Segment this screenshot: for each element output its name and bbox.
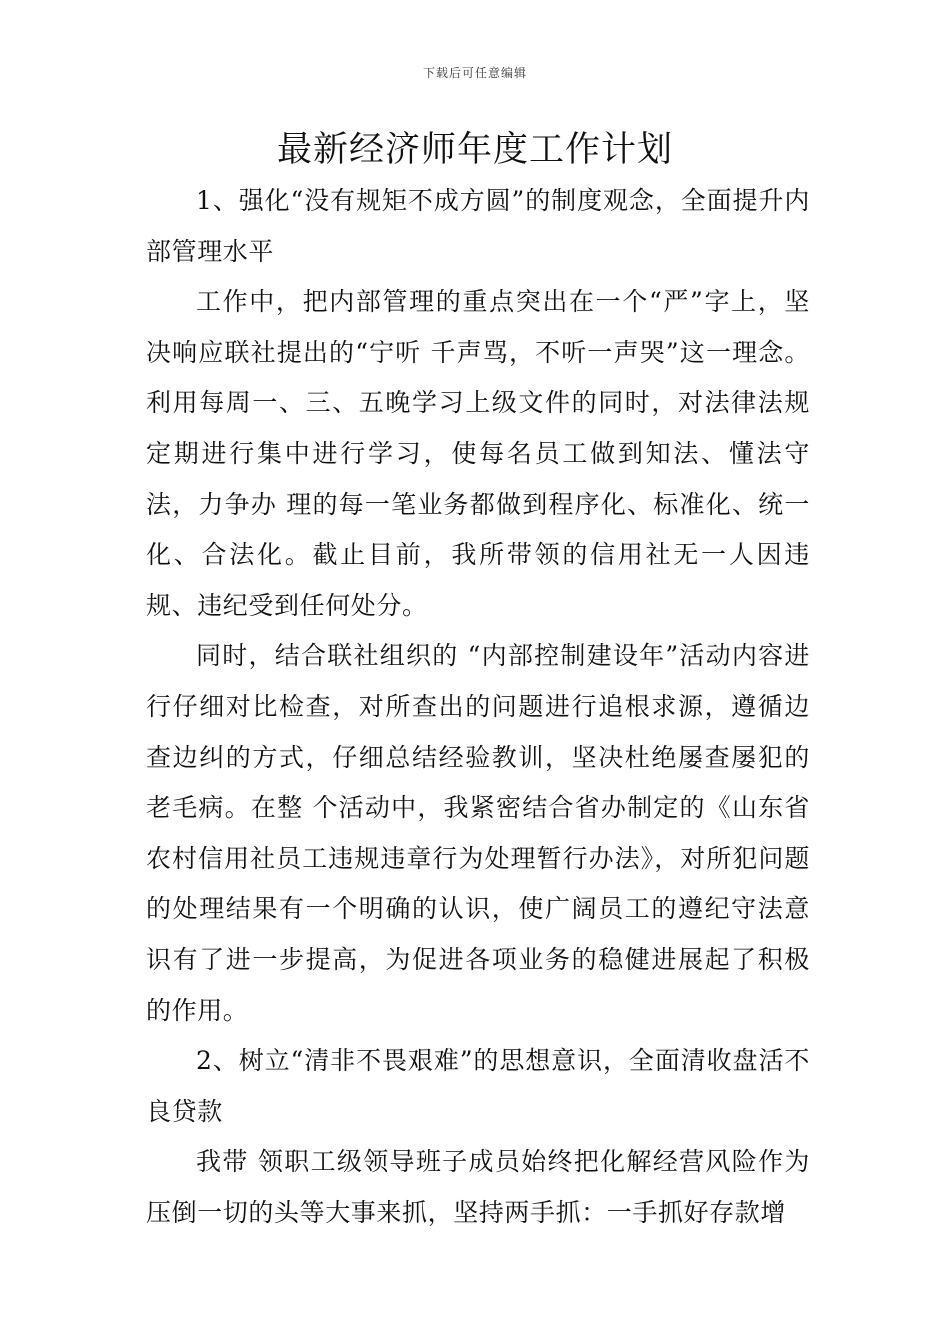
paragraph-heading-2: 2、树立“清非不畏艰难”的思想意识，全面清收盘活不良贷款 <box>146 1046 810 1126</box>
paragraph-heading-1: 1、强化“没有规矩不成方圆”的制度观念，全面提升内部管理水平 <box>146 186 810 266</box>
header-note: 下载后可任意编辑 <box>422 66 527 80</box>
paragraph: 同时，结合联社组织的 “内部控制建设年”活动内容进行仔细对比检查，对所查出的问题进行追根求源，遵循边查边纠的方式，仔细总结经验教训，坚决杜绝屡查屡犯的老毛病。在整 个活动中，我紧密结合省办制定的《山东省农村信用社员工违规违章行为处理暂行办法》，对所犯问题的处理结果有一个明确的认识，使广阔员工的遵纪守法意 识有了进一步提高，为促进各项业务的稳健进展起了积极的作用。 <box>146 641 810 1025</box>
paragraph: 工作中，把内部管理的重点突出在一个“严”字上，坚决响应联社提出的“宁听 千声骂，不听一声哭”这一理念。利用每周一、三、五晚学习上级文件的同时，对法律法规定期进行集中进行学习，使每名员工做到知法、懂法守法，力争办 理的每一笔业务都做到程序化、标准化、统一化、合法化。截止目前，我所带领的信用社无一人因违规、违纪受到任何处分。 <box>146 287 810 620</box>
paragraph: 我带 领职工级领导班子成员始终把化解经营风险作为压倒一切的头等大事来抓，坚持两手抓：一手抓好存款增 <box>146 1147 810 1227</box>
document-body <box>146 176 810 1238</box>
document-title: 最新经济师年度工作计划 <box>276 130 673 170</box>
